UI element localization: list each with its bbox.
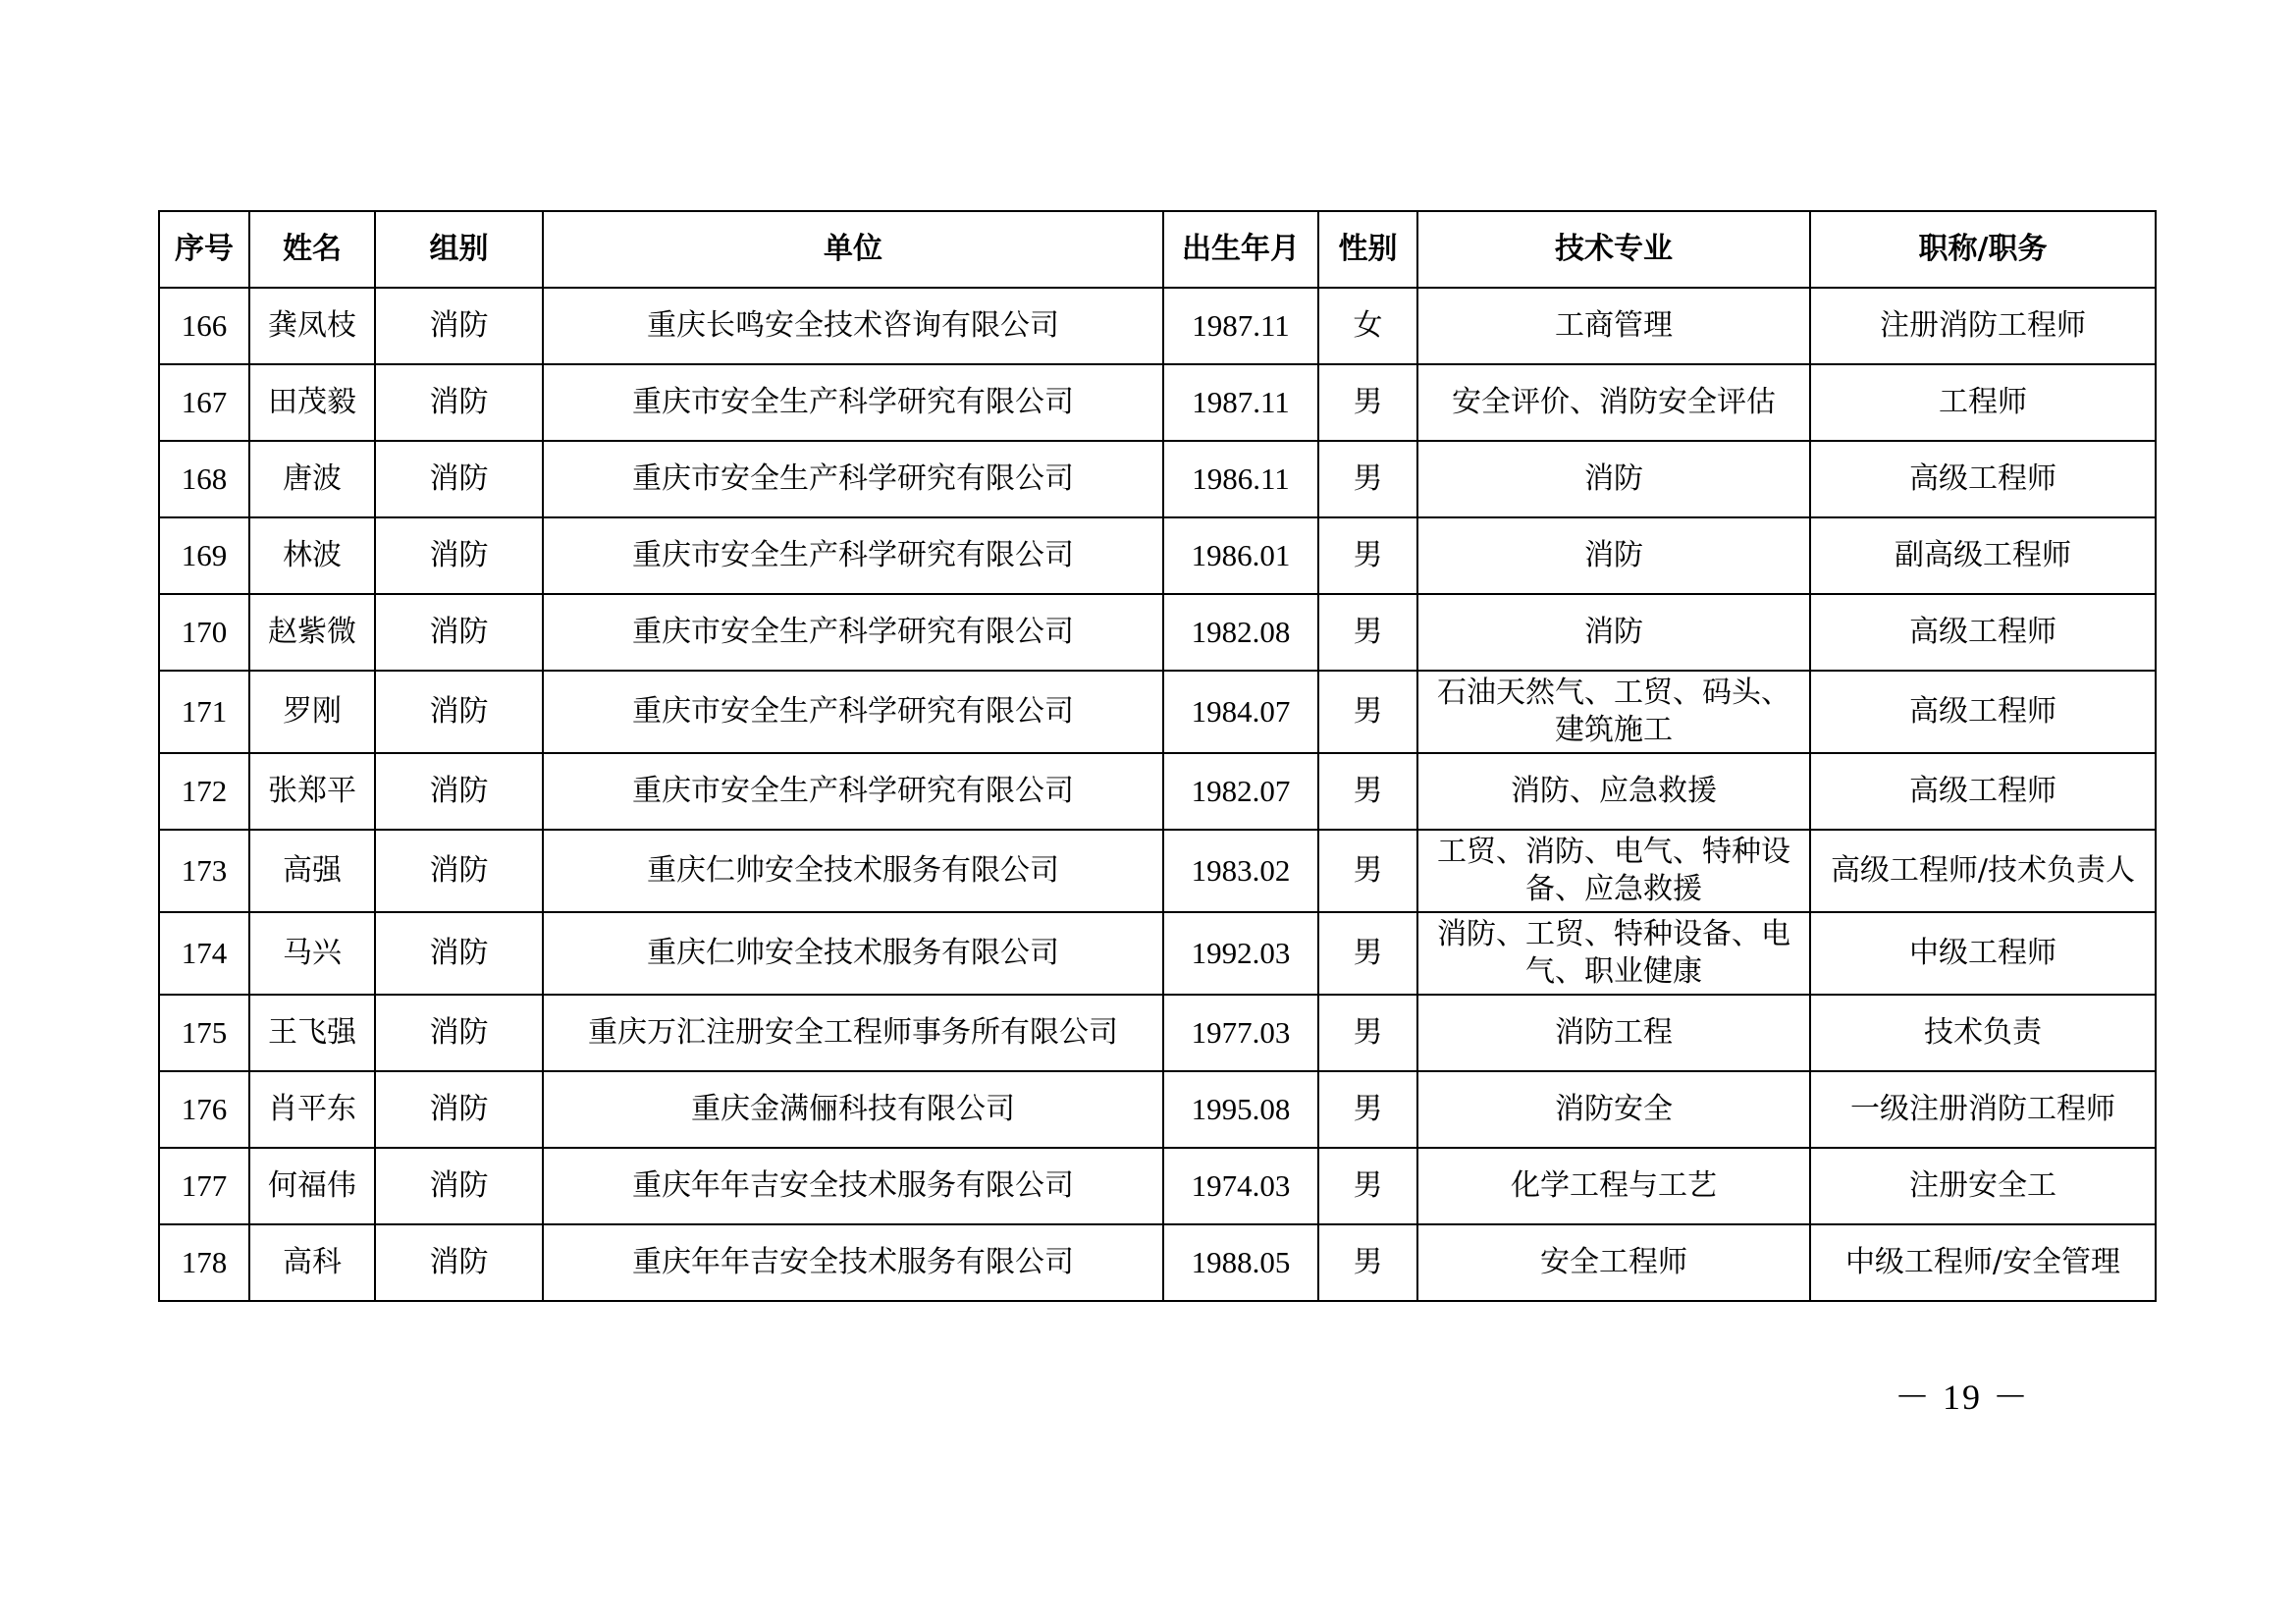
cell-group: 消防 — [375, 995, 543, 1071]
cell-group: 消防 — [375, 671, 543, 753]
header-row — [159, 211, 2156, 288]
cell-unit: 重庆年年吉安全技术服务有限公司 — [543, 1224, 1163, 1301]
cell-birth: 1974.03 — [1163, 1148, 1318, 1224]
table-row — [159, 1071, 2156, 1148]
cell-name: 赵紫微 — [249, 594, 375, 671]
cell-gender: 女 — [1318, 288, 1417, 364]
cell-birth: 1987.11 — [1163, 288, 1318, 364]
cell-index: 168 — [159, 441, 249, 517]
cell-specialty: 安全评价、消防安全评估 — [1417, 364, 1810, 441]
cell-specialty: 石油天然气、工贸、码头、建筑施工 — [1417, 671, 1810, 753]
cell-unit: 重庆万汇注册安全工程师事务所有限公司 — [543, 995, 1163, 1071]
header-birth: 出生年月 — [1163, 211, 1318, 288]
cell-gender: 男 — [1318, 671, 1417, 753]
cell-name: 林波 — [249, 517, 375, 594]
cell-title: 高级工程师 — [1810, 671, 2156, 753]
cell-group: 消防 — [375, 594, 543, 671]
header-index: 序号 — [159, 211, 249, 288]
cell-gender: 男 — [1318, 594, 1417, 671]
cell-birth: 1982.07 — [1163, 753, 1318, 830]
table-row — [159, 441, 2156, 517]
cell-name: 马兴 — [249, 912, 375, 995]
cell-unit: 重庆市安全生产科学研究有限公司 — [543, 441, 1163, 517]
page-number: － 19 － — [1895, 1378, 2031, 1417]
cell-index: 178 — [159, 1224, 249, 1301]
cell-name: 龚凤枝 — [249, 288, 375, 364]
cell-index: 173 — [159, 830, 249, 912]
cell-group: 消防 — [375, 1148, 543, 1224]
cell-index: 167 — [159, 364, 249, 441]
cell-name: 王飞强 — [249, 995, 375, 1071]
cell-gender: 男 — [1318, 753, 1417, 830]
cell-index: 175 — [159, 995, 249, 1071]
cell-title: 中级工程师 — [1810, 912, 2156, 995]
cell-title: 高级工程师/技术负责人 — [1810, 830, 2156, 912]
header-specialty: 技术专业 — [1417, 211, 1810, 288]
cell-name: 田茂毅 — [249, 364, 375, 441]
cell-unit: 重庆市安全生产科学研究有限公司 — [543, 517, 1163, 594]
cell-specialty: 安全工程师 — [1417, 1224, 1810, 1301]
cell-group: 消防 — [375, 753, 543, 830]
cell-birth: 1983.02 — [1163, 830, 1318, 912]
cell-specialty: 消防 — [1417, 441, 1810, 517]
cell-index: 176 — [159, 1071, 249, 1148]
cell-group: 消防 — [375, 1224, 543, 1301]
cell-birth: 1992.03 — [1163, 912, 1318, 995]
header-gender: 性别 — [1318, 211, 1417, 288]
cell-title: 高级工程师 — [1810, 441, 2156, 517]
table-row — [159, 671, 2156, 753]
cell-gender: 男 — [1318, 995, 1417, 1071]
cell-group: 消防 — [375, 288, 543, 364]
cell-unit: 重庆长鸣安全技术咨询有限公司 — [543, 288, 1163, 364]
cell-group: 消防 — [375, 912, 543, 995]
cell-specialty: 化学工程与工艺 — [1417, 1148, 1810, 1224]
header-group: 组别 — [375, 211, 543, 288]
cell-unit: 重庆市安全生产科学研究有限公司 — [543, 594, 1163, 671]
cell-title: 技术负责 — [1810, 995, 2156, 1071]
table-row — [159, 288, 2156, 364]
header-name: 姓名 — [249, 211, 375, 288]
cell-name: 张郑平 — [249, 753, 375, 830]
expert-table — [158, 210, 2157, 1302]
cell-birth: 1977.03 — [1163, 995, 1318, 1071]
cell-gender: 男 — [1318, 830, 1417, 912]
table-row — [159, 594, 2156, 671]
cell-index: 172 — [159, 753, 249, 830]
table-row — [159, 364, 2156, 441]
cell-birth: 1984.07 — [1163, 671, 1318, 753]
cell-specialty: 消防安全 — [1417, 1071, 1810, 1148]
cell-title: 注册消防工程师 — [1810, 288, 2156, 364]
cell-title: 注册安全工 — [1810, 1148, 2156, 1224]
table-row — [159, 1148, 2156, 1224]
cell-gender: 男 — [1318, 441, 1417, 517]
cell-unit: 重庆市安全生产科学研究有限公司 — [543, 753, 1163, 830]
cell-index: 169 — [159, 517, 249, 594]
cell-group: 消防 — [375, 441, 543, 517]
cell-name: 何福伟 — [249, 1148, 375, 1224]
table-row — [159, 830, 2156, 912]
cell-name: 高科 — [249, 1224, 375, 1301]
cell-name: 高强 — [249, 830, 375, 912]
cell-specialty: 消防 — [1417, 517, 1810, 594]
cell-index: 174 — [159, 912, 249, 995]
cell-index: 171 — [159, 671, 249, 753]
cell-unit: 重庆市安全生产科学研究有限公司 — [543, 671, 1163, 753]
cell-specialty: 消防、工贸、特种设备、电气、职业健康 — [1417, 912, 1810, 995]
cell-group: 消防 — [375, 364, 543, 441]
cell-title: 工程师 — [1810, 364, 2156, 441]
table-row — [159, 995, 2156, 1071]
cell-name: 罗刚 — [249, 671, 375, 753]
cell-gender: 男 — [1318, 517, 1417, 594]
cell-title: 高级工程师 — [1810, 594, 2156, 671]
cell-specialty: 消防 — [1417, 594, 1810, 671]
cell-birth: 1987.11 — [1163, 364, 1318, 441]
table-row — [159, 753, 2156, 830]
cell-unit: 重庆年年吉安全技术服务有限公司 — [543, 1148, 1163, 1224]
cell-name: 唐波 — [249, 441, 375, 517]
table-row — [159, 912, 2156, 995]
cell-birth: 1986.11 — [1163, 441, 1318, 517]
cell-index: 170 — [159, 594, 249, 671]
cell-title: 一级注册消防工程师 — [1810, 1071, 2156, 1148]
header-unit: 单位 — [543, 211, 1163, 288]
cell-group: 消防 — [375, 830, 543, 912]
cell-title: 高级工程师 — [1810, 753, 2156, 830]
cell-gender: 男 — [1318, 912, 1417, 995]
cell-gender: 男 — [1318, 1071, 1417, 1148]
cell-specialty: 消防工程 — [1417, 995, 1810, 1071]
cell-unit: 重庆仁帅安全技术服务有限公司 — [543, 912, 1163, 995]
cell-specialty: 工贸、消防、电气、特种设备、应急救援 — [1417, 830, 1810, 912]
cell-unit: 重庆金满俪科技有限公司 — [543, 1071, 1163, 1148]
cell-gender: 男 — [1318, 364, 1417, 441]
cell-birth: 1986.01 — [1163, 517, 1318, 594]
cell-index: 177 — [159, 1148, 249, 1224]
cell-specialty: 工商管理 — [1417, 288, 1810, 364]
cell-birth: 1982.08 — [1163, 594, 1318, 671]
cell-gender: 男 — [1318, 1148, 1417, 1224]
table-row — [159, 1224, 2156, 1301]
cell-gender: 男 — [1318, 1224, 1417, 1301]
header-title: 职称/职务 — [1810, 211, 2156, 288]
cell-unit: 重庆仁帅安全技术服务有限公司 — [543, 830, 1163, 912]
table-row — [159, 517, 2156, 594]
cell-title: 副高级工程师 — [1810, 517, 2156, 594]
cell-birth: 1995.08 — [1163, 1071, 1318, 1148]
cell-group: 消防 — [375, 1071, 543, 1148]
cell-birth: 1988.05 — [1163, 1224, 1318, 1301]
cell-unit: 重庆市安全生产科学研究有限公司 — [543, 364, 1163, 441]
cell-specialty: 消防、应急救援 — [1417, 753, 1810, 830]
cell-title: 中级工程师/安全管理 — [1810, 1224, 2156, 1301]
cell-group: 消防 — [375, 517, 543, 594]
cell-name: 肖平东 — [249, 1071, 375, 1148]
cell-index: 166 — [159, 288, 249, 364]
